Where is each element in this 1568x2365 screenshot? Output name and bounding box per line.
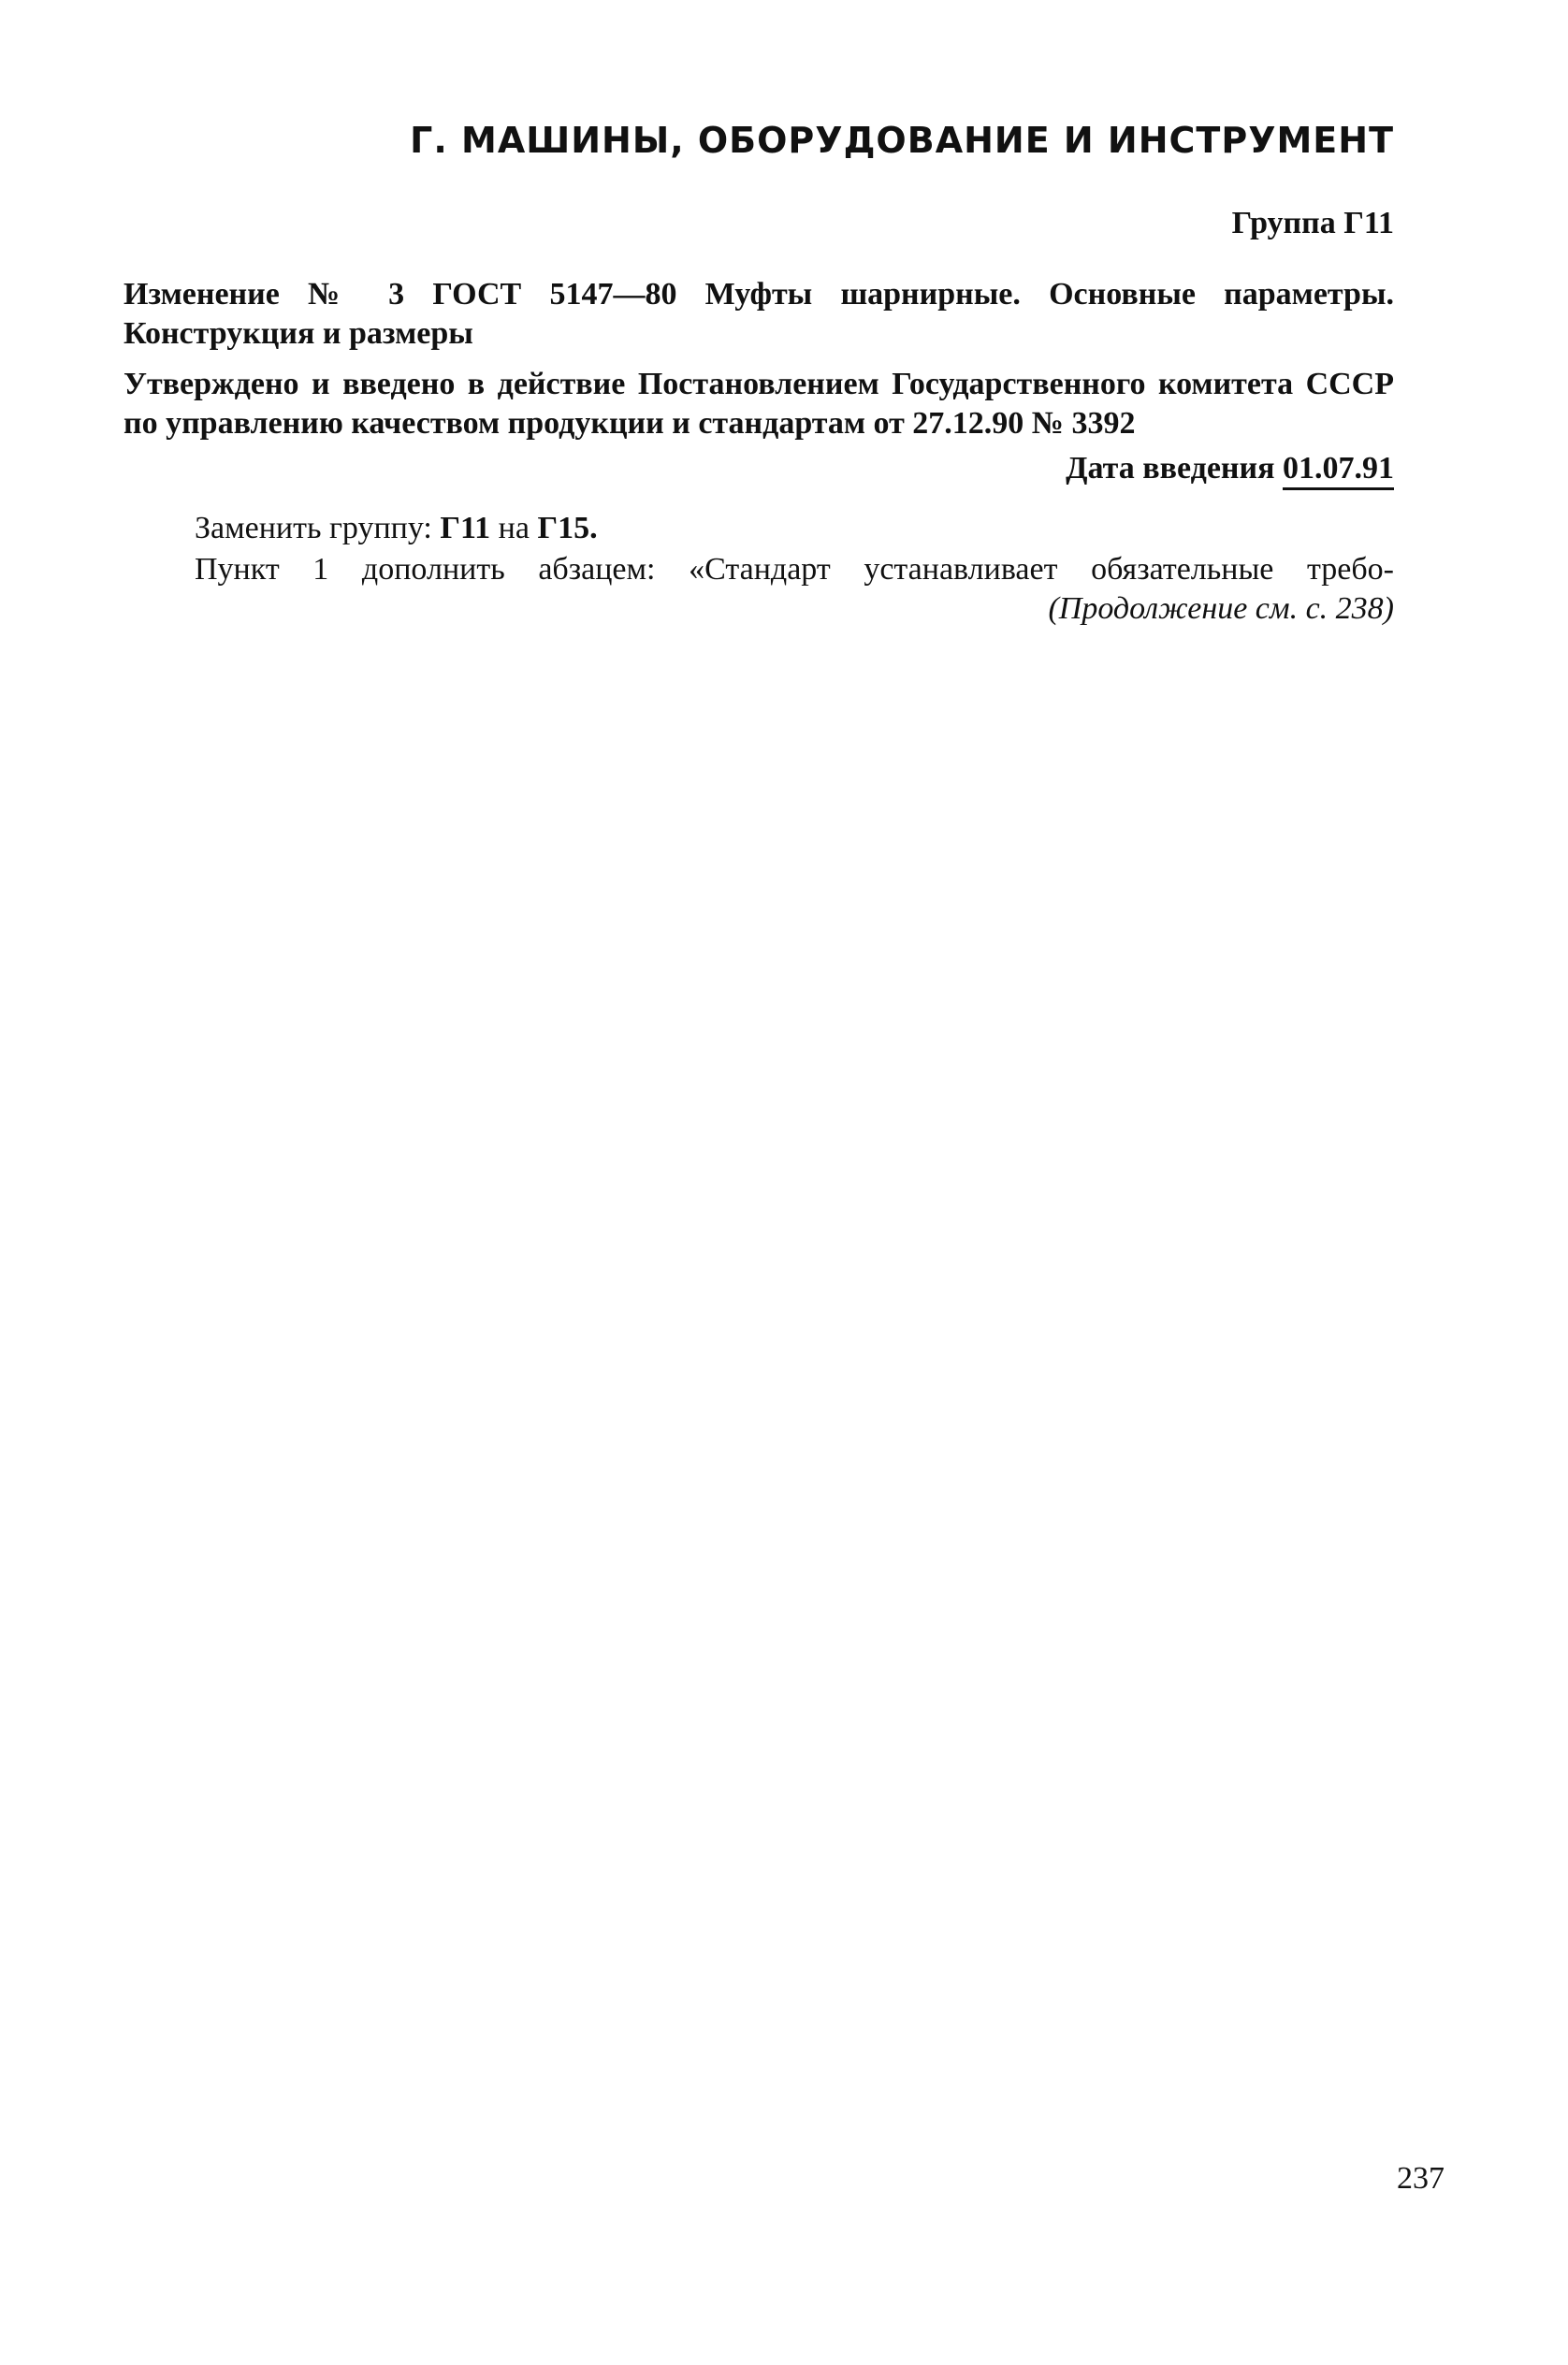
continuation-note: (Продолжение см. с. 238) [1048,591,1394,626]
paragraph-text: на [490,511,538,545]
introduction-date-value: 01.07.91 [1283,451,1394,490]
paragraph-item-1: Пункт 1 дополнить абзацем: «Стандарт устанавливает обязательные требо- [195,552,1394,587]
change-title: Изменение № 3 ГОСТ 5147—80 Муфты шарнирные. Основные параметры. Конструкция и размеры [123,277,1394,351]
paragraph-replace-group [195,509,1394,548]
approval-statement: Утверждено и введено в действие Постановлением Государственного комитета СССР по управлению качеством продукции и стандартам от 27.12.90 № 3392 [123,367,1394,441]
group-label: Группа Г11 [1231,206,1394,240]
paragraph-text: Заменить группу: [195,511,441,545]
new-group-code: Г15. [537,511,598,545]
page-number: 237 [1397,2161,1445,2196]
section-title: Г. МАШИНЫ, ОБОРУДОВАНИЕ И ИНСТРУМЕНТ [410,120,1394,161]
old-group-code: Г11 [440,511,491,545]
introduction-date [1066,451,1394,486]
introduction-date-label: Дата введения [1066,451,1275,486]
